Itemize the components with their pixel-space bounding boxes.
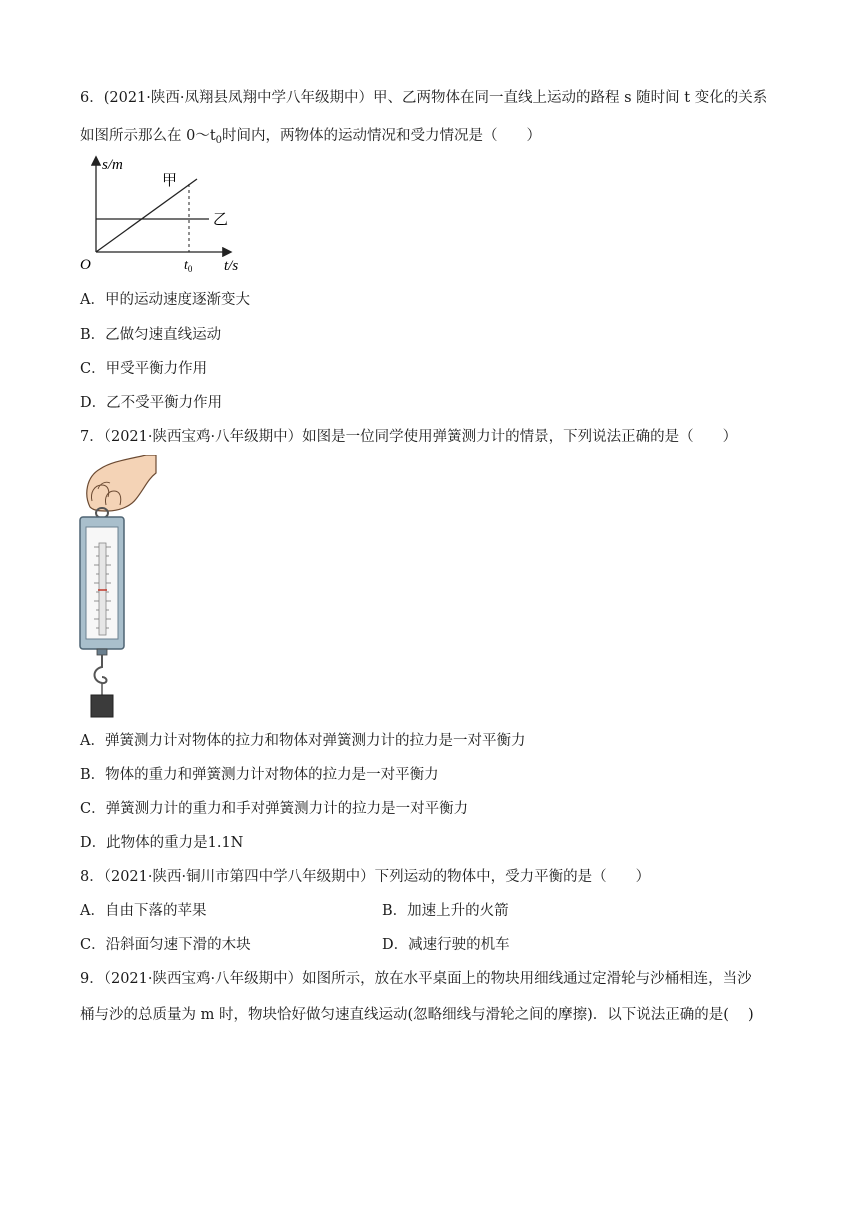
q6-stem-line2-b: 时间内，两物体的运动情况和受力情况是（ ） xyxy=(222,128,542,144)
q8-option-a: A．自由下落的苹果 xyxy=(80,903,207,919)
hook-collar xyxy=(97,649,107,655)
q6-jia-label: 甲 xyxy=(162,171,178,189)
q6-stem-line1: 6．(2021·陕西·凤翔县凤翔中学八年级期中）甲、乙两物体在同一直线上运动的路程 s 随时间 t 变化的关系 xyxy=(80,90,768,106)
q7-option-a: A．弹簧测力计对物体的拉力和物体对弹簧测力计的拉力是一对平衡力 xyxy=(80,733,526,749)
q6-t0-t: t xyxy=(184,258,188,273)
q8-option-d: D．减速行驶的机车 xyxy=(382,937,510,953)
weight-block xyxy=(91,695,113,717)
q6-line-jia xyxy=(96,179,197,252)
q7-option-d: D．此物体的重力是1.1N xyxy=(80,835,244,851)
q6-yi-label: 乙 xyxy=(213,210,229,228)
q9-stem-line1: 9．（2021·陕西宝鸡·八年级期中）如图所示，放在水平桌面上的物块用细线通过定滑轮与沙桶相连，当沙 xyxy=(80,971,752,987)
q7-option-b: B．物体的重力和弹簧测力计对物体的拉力是一对平衡力 xyxy=(80,767,439,783)
q6-y-label: s/m xyxy=(102,157,123,173)
q6-t0-label xyxy=(184,258,193,274)
q7-spring-scale-figure xyxy=(72,455,157,720)
q6-option-d: D．乙不受平衡力作用 xyxy=(80,395,223,411)
q6-option-b: B．乙做匀速直线运动 xyxy=(80,327,222,343)
q8-option-b: B．加速上升的火箭 xyxy=(382,903,509,919)
q6-option-c: C．甲受平衡力作用 xyxy=(80,361,208,377)
q6-origin-label: O xyxy=(80,257,91,273)
hook xyxy=(95,655,107,683)
q9-stem-line2: 桶与沙的总质量为 m 时，物块恰好做匀速直线运动(忽略细线与滑轮之间的摩擦)．以下说法正确的是( ) xyxy=(80,1007,754,1023)
q8-stem: 8．（2021·陕西·铜川市第四中学八年级期中）下列运动的物体中，受力平衡的是（ ） xyxy=(80,869,651,885)
q7-stem: 7．（2021·陕西宝鸡·八年级期中）如图是一位同学使用弹簧测力计的情景，下列说法正确的是（ ） xyxy=(80,429,738,445)
q6-x-label: t/s xyxy=(224,258,239,274)
q6-stem-line2-sub: 0 xyxy=(215,135,223,146)
scale-slot xyxy=(99,543,106,635)
q6-stem-line2-a: 如图所示那么在 0～t xyxy=(80,128,216,144)
q6-option-a: A．甲的运动速度逐渐变大 xyxy=(80,292,250,308)
q6-stem-line2 xyxy=(80,126,541,151)
q7-option-c: C．弹簧测力计的重力和手对弹簧测力计的拉力是一对平衡力 xyxy=(80,801,469,817)
hand-illustration xyxy=(87,455,156,511)
q6-graph xyxy=(78,152,253,277)
q6-t0-sub: 0 xyxy=(187,264,193,274)
q8-option-c: C．沿斜面匀速下滑的木块 xyxy=(80,937,251,953)
